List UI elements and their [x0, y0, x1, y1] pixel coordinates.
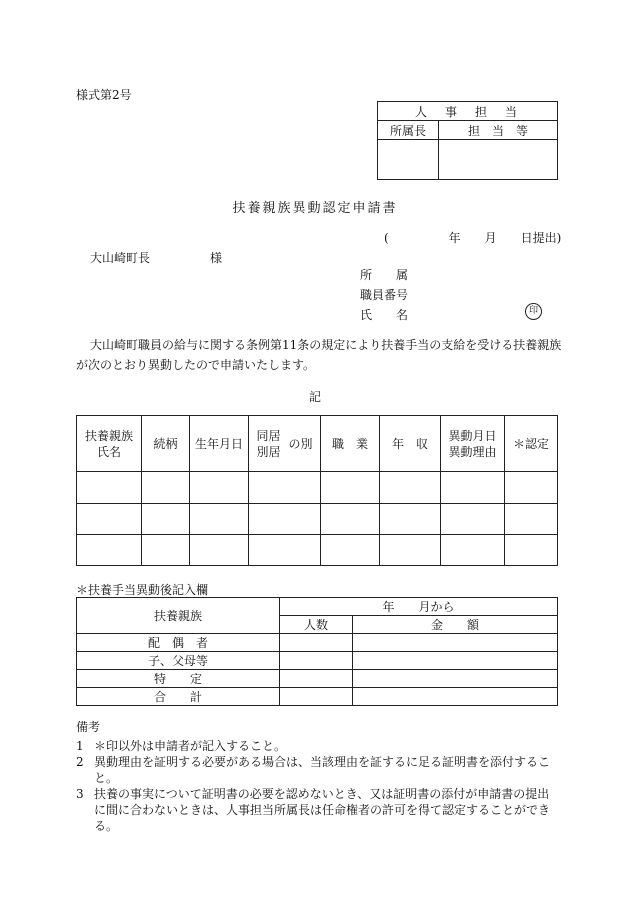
header-birth-date: 生年月日 — [190, 416, 249, 472]
cell-occupation[interactable] — [321, 535, 380, 566]
body-text-line-1: 大山崎町職員の給与に関する条例第11条の規定により扶養手当の支給を受ける扶養親族 — [90, 338, 562, 352]
cell-dependent-name[interactable] — [77, 472, 142, 504]
header-dependent-name-line1: 扶養親族 — [84, 428, 133, 443]
header-dependent-name-line2: 氏名 — [96, 444, 121, 459]
remark-number: 1 — [76, 739, 84, 753]
header-change — [441, 416, 505, 472]
remark-number: 3 — [76, 787, 84, 801]
hr-box-col-head-chief: 所属長 — [378, 121, 439, 140]
remark-number: 2 — [76, 755, 84, 769]
cell-income[interactable] — [380, 535, 441, 566]
allowance-cell-count[interactable] — [280, 652, 353, 670]
table-row — [77, 634, 558, 652]
header-change-line2: 異動理由 — [448, 444, 497, 459]
cell-occupation[interactable] — [321, 472, 380, 504]
cell-relationship[interactable] — [142, 504, 190, 535]
remarks-list — [76, 738, 556, 834]
allowance-section-title: ＊扶養手当異動後記入欄 — [76, 583, 209, 597]
body-text-line-2: が次のとおり異動したので申請いたします。 — [76, 358, 316, 372]
allowance-cell-count[interactable] — [280, 688, 353, 706]
allowance-cell-amount[interactable] — [353, 688, 558, 706]
hr-box-col-head-staff: 担 当 等 — [439, 121, 558, 140]
table-row — [77, 670, 558, 688]
header-approval: ＊認定 — [505, 416, 558, 472]
cell-birth-date[interactable] — [190, 535, 249, 566]
document-title: 扶養親族異動認定申請書 — [232, 201, 398, 216]
header-change-line1: 異動月日 — [448, 428, 497, 443]
ki-label: 記 — [308, 390, 321, 404]
dependents-table — [76, 415, 558, 566]
cell-change[interactable] — [441, 472, 505, 504]
header-occupation: 職 業 — [321, 416, 380, 472]
cell-approval[interactable] — [505, 535, 558, 566]
cell-birth-date[interactable] — [190, 504, 249, 535]
header-cohabit-suffix: の別 — [288, 437, 313, 451]
allowance-cell-amount[interactable] — [353, 634, 558, 652]
table-row — [77, 688, 558, 706]
remark-item — [76, 754, 556, 786]
allowance-cell-count[interactable] — [280, 634, 353, 652]
cell-birth-date[interactable] — [190, 472, 249, 504]
cell-occupation[interactable] — [321, 504, 380, 535]
cell-income[interactable] — [380, 504, 441, 535]
cell-change[interactable] — [441, 535, 505, 566]
hr-box-title: 人 事 担 当 — [378, 102, 558, 121]
remark-text: 扶養の事実について証明書の必要を認めないとき、又は証明書の添付が申請書の提出に間に合わないときは、人事担当所属長は任命権者の許可を得て認定することができる。 — [94, 787, 551, 833]
header-income: 年 収 — [380, 416, 441, 472]
allowance-row-label-spouse: 配 偶 者 — [77, 634, 280, 652]
table-row — [77, 535, 558, 566]
allowance-cell-amount[interactable] — [353, 652, 558, 670]
hr-approval-box — [377, 101, 558, 180]
cell-relationship[interactable] — [142, 472, 190, 504]
header-cohabit-line2: 別居 — [256, 444, 281, 459]
hr-box-chief-seal-cell[interactable] — [378, 140, 439, 180]
allowance-header-count: 人数 — [280, 616, 353, 634]
hr-box-staff-seal-cell[interactable] — [439, 140, 558, 180]
allowance-cell-amount[interactable] — [353, 670, 558, 688]
cell-cohabit[interactable] — [249, 472, 321, 504]
cell-change[interactable] — [441, 504, 505, 535]
seal-mark: 印 — [525, 303, 542, 320]
addressee: 大山崎町長 様 — [90, 251, 223, 265]
remark-item — [76, 786, 556, 834]
table-row — [77, 472, 558, 504]
allowance-row-label-child-parent: 子、父母等 — [77, 652, 280, 670]
cell-cohabit[interactable] — [249, 535, 321, 566]
header-cohabit — [249, 416, 321, 472]
cell-approval[interactable] — [505, 472, 558, 504]
table-row — [77, 652, 558, 670]
header-relationship: 続柄 — [142, 416, 190, 472]
remarks-title: 備考 — [76, 720, 101, 734]
allowance-header-amount: 金 額 — [353, 616, 558, 634]
remark-text: ＊印以外は申請者が記入すること。 — [94, 739, 287, 753]
allowance-header-dependents: 扶養親族 — [77, 598, 280, 634]
affiliation-label: 所 属 — [360, 268, 409, 282]
name-label: 氏 名 — [360, 308, 409, 322]
allowance-header-period: 年 月から — [280, 598, 558, 616]
allowance-row-label-total: 合 計 — [77, 688, 280, 706]
remark-item — [76, 738, 556, 754]
cell-relationship[interactable] — [142, 535, 190, 566]
cell-dependent-name[interactable] — [77, 504, 142, 535]
cell-income[interactable] — [380, 472, 441, 504]
cell-approval[interactable] — [505, 504, 558, 535]
form-number: 様式第2号 — [76, 88, 132, 102]
allowance-table — [76, 597, 558, 706]
dependents-table-header — [77, 416, 558, 472]
employee-number-label: 職員番号 — [360, 288, 409, 302]
cell-dependent-name[interactable] — [77, 535, 142, 566]
remark-text: 異動理由を証明する必要がある場合は、当該理由を証するに足る証明書を添付すること。 — [94, 755, 551, 785]
header-dependent-name — [77, 416, 142, 472]
header-cohabit-line1: 同居 — [256, 428, 281, 443]
allowance-row-label-specific: 特 定 — [77, 670, 280, 688]
allowance-cell-count[interactable] — [280, 670, 353, 688]
cell-cohabit[interactable] — [249, 504, 321, 535]
table-row — [77, 504, 558, 535]
submission-date[interactable]: ( 年 月 日提出) — [384, 231, 562, 245]
